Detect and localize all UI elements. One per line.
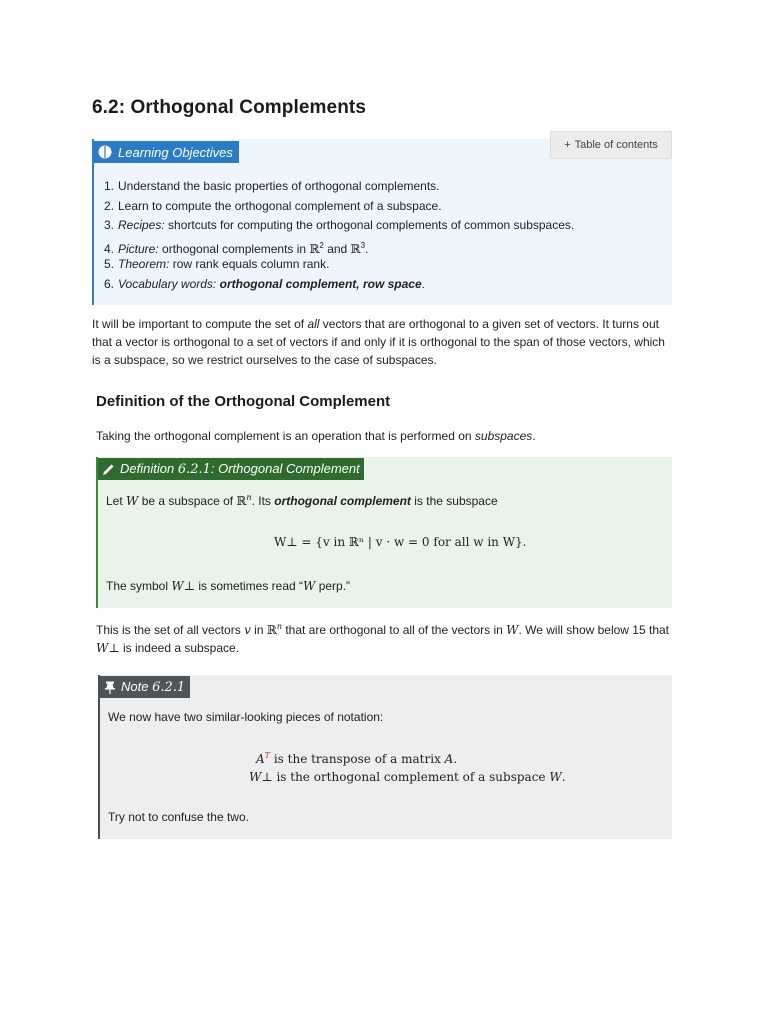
list-item: 3. Recipes: shortcuts for computing the orthogonal complements of common subspaces. bbox=[104, 218, 575, 233]
note-closing-text: Try not to confuse the two. bbox=[108, 810, 249, 824]
note-box bbox=[98, 675, 672, 839]
note-formula-complement: W⊥ is the orthogonal complement of a subspace W. bbox=[249, 770, 566, 784]
list-item: 2. Learn to compute the orthogonal complement of a subspace. bbox=[104, 198, 442, 213]
pencil-icon bbox=[102, 463, 115, 476]
brain-icon bbox=[98, 145, 112, 159]
section-heading: Definition of the Orthogonal Complement bbox=[96, 393, 391, 410]
list-item: 6. Vocabulary words: orthogonal complement, row space. bbox=[104, 276, 425, 291]
definition-note-text: The symbol W⊥ is sometimes read “W perp.” bbox=[106, 579, 351, 593]
list-item: 5. Theorem: row rank equals column rank. bbox=[104, 257, 330, 272]
table-of-contents-label: Table of contents bbox=[574, 139, 658, 151]
definition-box bbox=[96, 457, 672, 608]
table-of-contents-button[interactable] bbox=[550, 131, 672, 159]
learning-objectives-title: Learning Objectives bbox=[118, 144, 233, 160]
learning-objectives-box bbox=[92, 139, 672, 305]
list-item: 1. Understand the basic properties of orthogonal complements. bbox=[104, 179, 440, 193]
pin-icon bbox=[104, 681, 116, 694]
list-item: 4. Picture: orthogonal complements in ℝ$^2$ and ℝ$^3$. bbox=[104, 240, 369, 256]
section-intro-paragraph: Taking the orthogonal complement is an operation that is performed on subspaces. bbox=[96, 429, 536, 443]
definition-header: Definition 6.2.1: Orthogonal Complement bbox=[98, 458, 364, 480]
page-title: 6.2: Orthogonal Complements bbox=[92, 97, 367, 118]
intro-paragraph: It will be important to compute the set of all vectors that are orthogonal to a given set of vectors. It turns out that a vector is orthogonal to a set of vectors if and only if it is orthogonal to the span of those vectors, which is a subspace, so we restrict ourselves to the case of subspaces. bbox=[92, 317, 665, 367]
definition-text: Let W be a subspace of ℝ$^n$. Its orthogonal complement is the subspace bbox=[106, 493, 498, 508]
note-formula-transpose: $A^T$ is the transpose of a matrix A. bbox=[256, 751, 458, 766]
note-header: Note 6.2.1 bbox=[100, 676, 190, 698]
plus-icon: + bbox=[564, 139, 571, 151]
definition-formula: W⊥ = {v in ℝⁿ | v · w = 0 for all w in W}. bbox=[274, 535, 527, 549]
after-definition-paragraph: This is the set of all vectors v in ℝ$^n$ that are orthogonal to all of the vectors in W. We will show below 15 that W⊥ is indeed a subspace. bbox=[96, 622, 669, 655]
note-text: We now have two similar-looking pieces of notation: bbox=[108, 710, 384, 724]
learning-objectives-list bbox=[104, 177, 574, 295]
learning-objectives-header bbox=[94, 141, 239, 163]
